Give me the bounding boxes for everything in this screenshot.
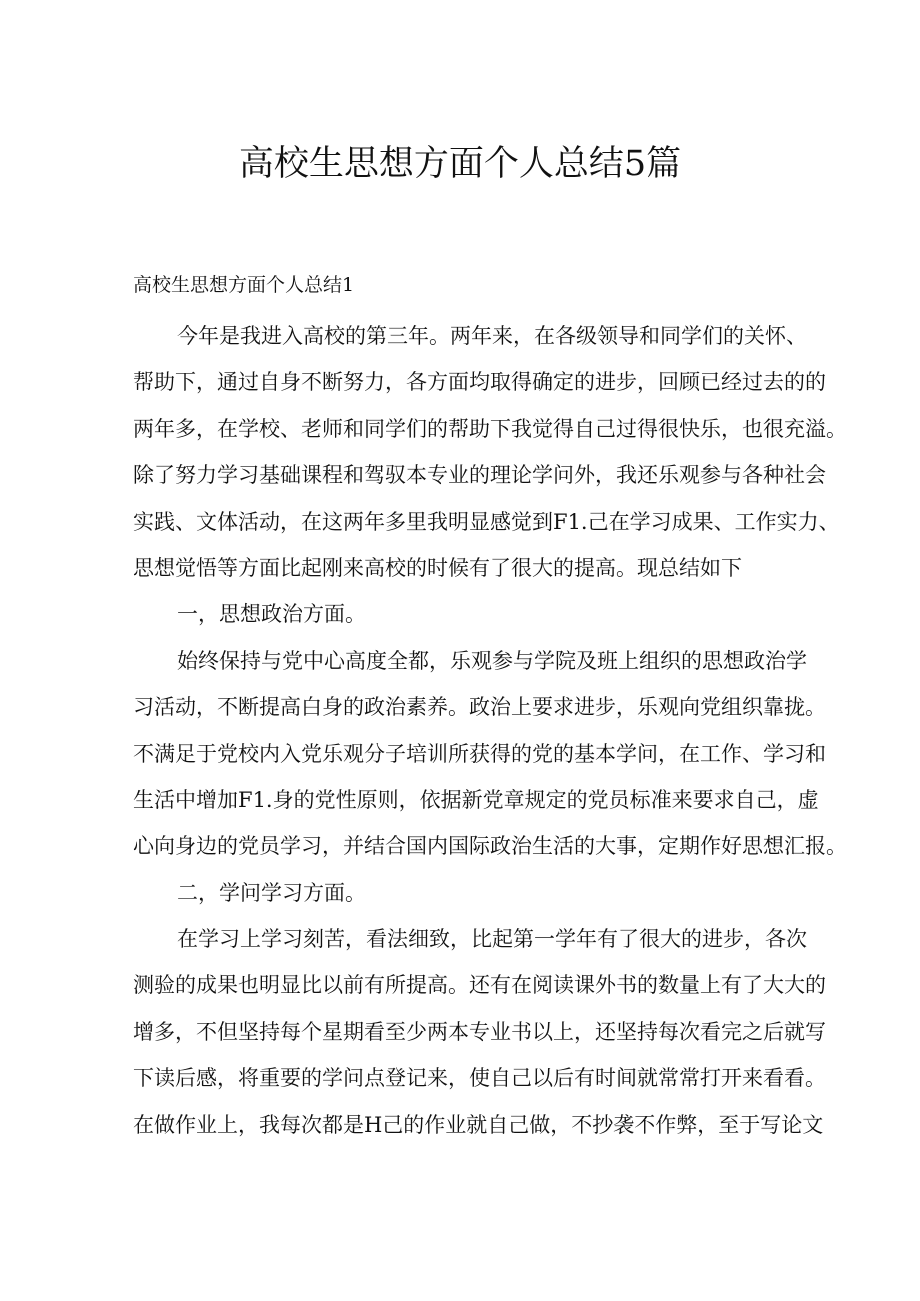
text-line: 思想觉悟等方面比起刚来高校的时候有了很大的提高。现总结如下 [133,555,742,580]
text-line: 实践、文体活动，在这两年多里我明显感觉到F1.己在学习成果、工作实力、 [133,509,840,534]
paragraph [133,877,791,923]
text-line: 下读后感，将重要的学问点登记来，使自己以后有时间就常常打开来看看。 [133,1066,826,1091]
paragraph [133,923,826,1155]
text-line: 增多，不但坚持每个星期看至少两本专业书以上，还坚持每次看完之后就写 [133,1019,826,1044]
paragraph [133,598,791,644]
text-line: 今年是我进入高校的第三年。两年来，在各级领导和同学们的关怀、 [177,324,807,348]
text-line: 习活动，不断提高白身的政治素养。政治上要求进步，乐观向党组织靠拢。 [133,695,826,720]
section-heading: 高校生思想方面个人总结1 [133,274,355,296]
text-line: 帮助下，通过自身不断努力，各方面均取得确定的进步，回顾已经过去的的 [133,370,826,395]
text-line: 心向身边的党员学习，并结合国内国际政治生活的大事，定期作好思想汇报。 [133,834,847,859]
paragraph [133,645,847,877]
text-line: 测验的成果也明显比以前有所提高。还有在阅读课外书的数量上有了大大的 [133,973,826,998]
text-line: 不满足于党校内入党乐观分子培训所获得的党的基本学问，在工作、学习和 [133,741,826,766]
text-line: 两年多，在学校、老师和同学们的帮助下我觉得自己过得很快乐，也很充溢。 [133,416,847,441]
text-line: 除了努力学习基础课程和驾驭本专业的理论学问外，我还乐观参与各种社会 [133,463,826,488]
text-line: 在做作业上，我每次都是H己的作业就自己做，不抄袭不作弊，至于写论文 [133,1112,824,1137]
paragraph [133,320,847,598]
text-line: 二，学问学习方面。 [177,880,366,905]
text-line: 生活中增加F1.身的党性原则，依据新党章规定的党员标准来要求自己，虚 [133,787,819,812]
document-title: 高校生思想方面个人总结5篇 [238,144,682,184]
document-body [133,320,847,1155]
text-line: 在学习上学习刻苦，看法细致，比起第一学年有了很大的进步，各次 [177,927,807,952]
text-line: 一，思想政治方面。 [177,602,366,627]
text-line: 始终保持与党中心高度全都，乐观参与学院及班上组织的思想政治学 [177,648,807,673]
